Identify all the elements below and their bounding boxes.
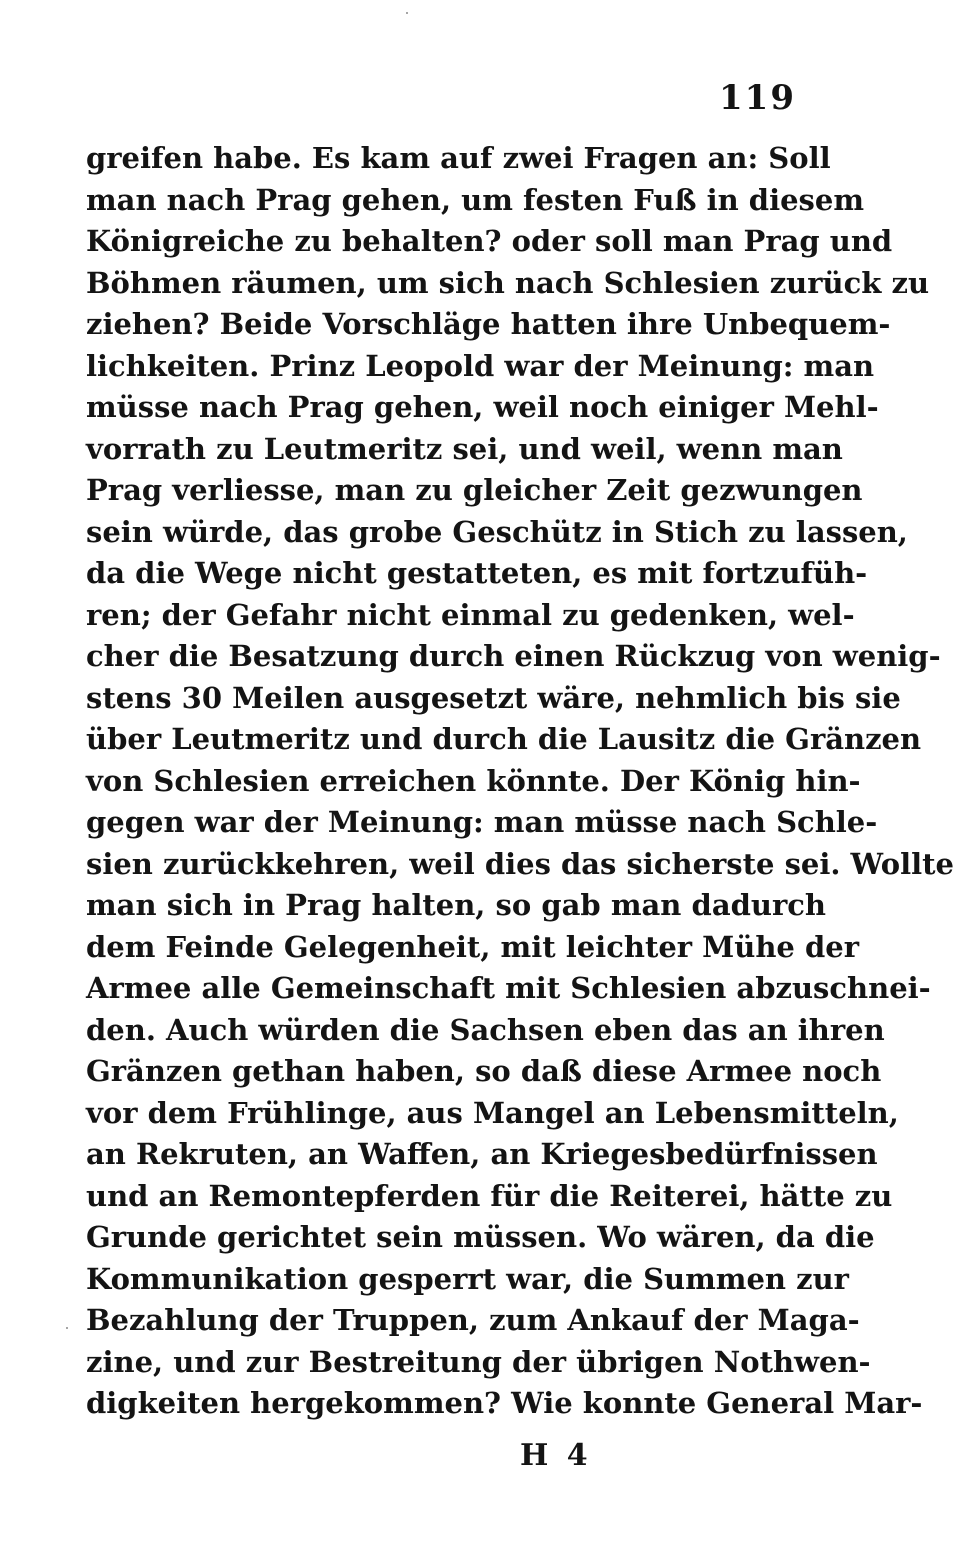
text-line: Prag verliesse, man zu gleicher Zeit gezwungen: [86, 473, 863, 507]
text-line: sien zurückkehren, weil dies das sicherste sei. Wollte: [86, 846, 954, 881]
text-line: vor dem Frühlinge, aus Mangel an Lebensmitteln,: [86, 1095, 899, 1130]
text-line: Armee alle Gemeinschaft mit Schlesien abzuschnei-: [86, 971, 931, 1005]
text-line: Kommunikation gesperrt war, die Summen zur: [86, 1261, 849, 1296]
text-line: Gränzen gethan haben, so daß diese Armee noch: [86, 1054, 882, 1088]
text-line: gegen war der Meinung: man müsse nach Schle-: [86, 805, 878, 839]
text-line: da die Wege nicht gestatteten, es mit fortzufüh-: [86, 556, 868, 590]
text-line: Grunde gerichtet sein müssen. Wo wären, da die: [86, 1220, 875, 1254]
text-line: vorrath zu Leutmeritz sei, und weil, wenn man: [86, 431, 843, 466]
text-line: Böhmen räumen, um sich nach Schlesien zurück zu: [86, 265, 930, 300]
text-line: lichkeiten. Prinz Leopold war der Meinung: man: [86, 348, 875, 383]
text-line: über Leutmeritz und durch die Lausitz die Gränzen: [86, 722, 922, 756]
text-line: man sich in Prag halten, so gab man dadurch: [86, 888, 826, 922]
text-line: greifen habe. Es kam auf zwei Fragen an: Soll: [86, 141, 831, 175]
text-line: digkeiten hergekommen? Wie konnte General Mar-: [86, 1386, 923, 1420]
text-line: sein würde, das grobe Geschütz in Stich zu lassen,: [86, 514, 908, 549]
text-line: cher die Besatzung durch einen Rückzug von wenig-: [86, 639, 941, 673]
body-text: [86, 138, 954, 1425]
text-line: Bezahlung der Truppen, zum Ankauf der Maga-: [86, 1303, 860, 1337]
text-line: stens 30 Meilen ausgesetzt wäre, nehmlich bis sie: [86, 680, 901, 715]
text-line: von Schlesien erreichen könnte. Der König hin-: [86, 763, 861, 798]
page-number: 119: [719, 78, 796, 118]
signature-mark: H 4: [520, 1438, 592, 1473]
paper-speck: [406, 12, 408, 14]
text-line: den. Auch würden die Sachsen eben das an ihren: [86, 1012, 885, 1047]
text-line: man nach Prag gehen, um festen Fuß in diesem: [86, 182, 865, 217]
text-line: ren; der Gefahr nicht einmal zu gedenken, wel-: [86, 597, 855, 632]
text-line: zine, und zur Bestreitung der übrigen Nothwen-: [86, 1344, 871, 1379]
text-line: Königreiche zu behalten? oder soll man Prag und: [86, 224, 893, 258]
text-line: ziehen? Beide Vorschläge hatten ihre Unbequem-: [86, 307, 891, 341]
paper-speck: [66, 1327, 68, 1329]
text-line: müsse nach Prag gehen, weil noch einiger Mehl-: [86, 390, 879, 424]
text-line: an Rekruten, an Waffen, an Kriegesbedürfnissen: [86, 1137, 878, 1171]
text-line: dem Feinde Gelegenheit, mit leichter Mühe der: [86, 929, 859, 964]
text-line: und an Remontepferden für die Reiterei, hätte zu: [86, 1178, 893, 1213]
